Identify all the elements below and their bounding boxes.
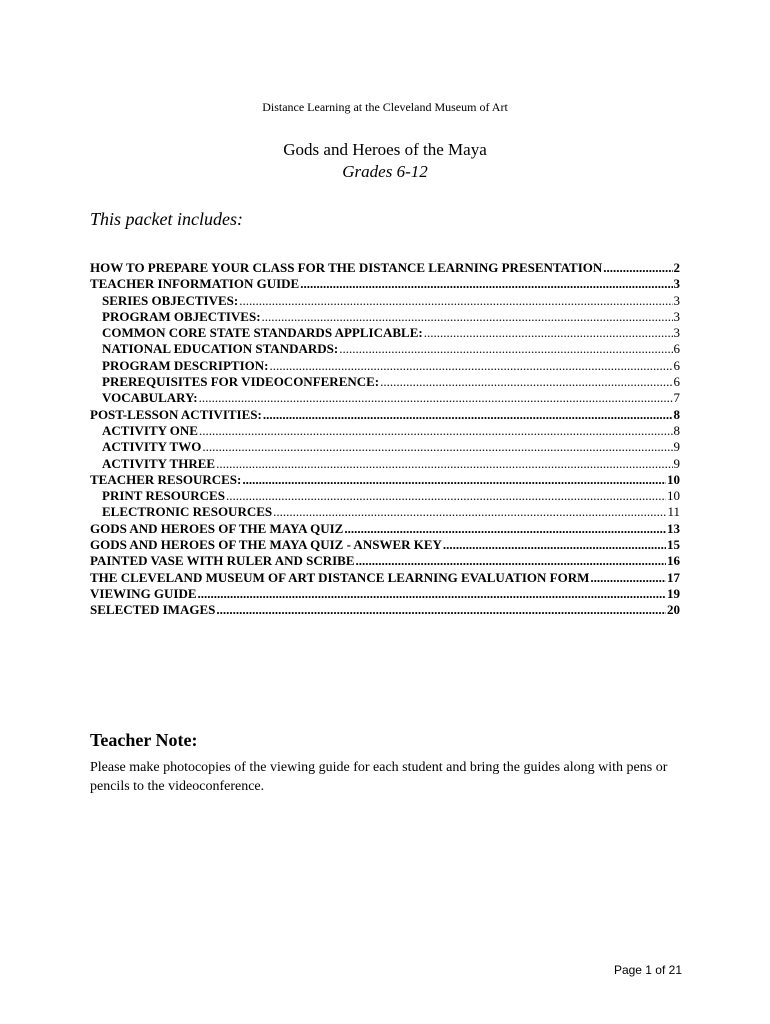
toc-entry[interactable] [90,439,680,455]
toc-entry[interactable] [90,309,680,325]
toc-leader-dots [300,276,672,292]
toc-entry-page: 17 [667,569,680,585]
toc-entry-page: 16 [667,553,680,569]
toc-entry-page: 11 [667,504,680,520]
toc-entry[interactable] [90,586,680,602]
toc-entry-page: 6 [673,341,680,357]
toc-leader-dots [216,602,666,618]
toc-leader-dots [239,293,672,309]
toc-entry-page: 8 [673,422,680,438]
toc-entry-label: SELECTED IMAGES [90,602,216,618]
toc-entry-label: ACTIVITY TWO [102,439,202,455]
running-header: Distance Learning at the Cleveland Museum of Art [262,100,508,114]
toc-leader-dots [603,260,672,276]
toc-entry[interactable] [90,488,680,504]
toc-entry[interactable] [90,276,680,292]
toc-entry[interactable] [90,260,680,276]
toc-entry-label: SERIES OBJECTIVES: [102,292,239,308]
toc-entry[interactable] [90,341,680,357]
toc-entry-label: PRINT RESOURCES [102,488,225,504]
toc-entry[interactable] [90,521,680,537]
toc-entry-page: 20 [667,602,680,618]
toc-entry[interactable] [90,456,680,472]
toc-entry-page: 9 [673,439,680,455]
toc-leader-dots [216,456,672,472]
toc-leader-dots [339,341,672,357]
toc-entry[interactable] [90,537,680,553]
toc-entry-label: NATIONAL EDUCATION STANDARDS: [102,341,339,357]
toc-entry-label: GODS AND HEROES OF THE MAYA QUIZ [90,520,344,536]
toc-entry-label: HOW TO PREPARE YOUR CLASS FOR THE DISTANCE LEARNING PRESENTATION [90,260,603,275]
toc-entry-label: COMMON CORE STATE STANDARDS APPLICABLE: [102,325,423,341]
toc-leader-dots [356,553,666,569]
toc-entry-page: 3 [673,325,680,341]
toc-entry-page: 13 [667,520,680,536]
toc-entry-page: 6 [673,357,680,373]
toc-entry[interactable] [90,423,680,439]
toc-entry-label: VIEWING GUIDE [90,585,197,601]
toc-entry-page: 9 [673,455,680,471]
toc-entry-label: PAINTED VASE WITH RULER AND SCRIBE [90,553,355,569]
toc-entry-label: ACTIVITY ONE [102,422,198,438]
toc-entry-label: ELECTRONIC RESOURCES [102,504,273,520]
toc-entry-page: 10 [667,488,680,504]
toc-entry-label: POST-LESSON ACTIVITIES: [90,406,262,422]
teacher-note-body: Please make photocopies of the viewing guide for each student and bring the guides along with pens or pencils to the videoconference. [90,760,668,794]
toc-entry-label: THE CLEVELAND MUSEUM OF ART DISTANCE LEARNING EVALUATION FORM [90,569,590,585]
toc-entry-label: GODS AND HEROES OF THE MAYA QUIZ - ANSWER KEY [90,537,442,553]
packet-includes-heading: This packet includes: [90,209,243,229]
page-number: Page 1 of 21 [613,963,682,977]
toc-leader-dots [273,504,666,520]
toc-entry-page: 3 [673,276,680,292]
toc-entry[interactable] [90,407,680,423]
toc-entry-page: 6 [673,374,680,390]
toc-entry-page: 15 [667,537,680,553]
toc-entry-label: PROGRAM OBJECTIVES: [102,308,261,324]
toc-entry[interactable] [90,358,680,374]
document-subtitle: Grades 6-12 [342,162,428,181]
document-title: Gods and Heroes of the Maya [283,140,487,159]
toc-entry-page: 7 [673,390,680,406]
toc-leader-dots [590,570,666,586]
toc-leader-dots [344,521,666,537]
toc-entry[interactable] [90,325,680,341]
toc-entry-page: 19 [667,585,680,601]
toc-entry-label: VOCABULARY: [102,390,198,406]
toc-entry[interactable] [90,374,680,390]
toc-entry-label: PROGRAM DESCRIPTION: [102,357,269,373]
toc-leader-dots [242,472,666,488]
table-of-contents [90,260,680,619]
toc-entry-page: 3 [673,308,680,324]
toc-entry[interactable] [90,504,680,520]
toc-entry[interactable] [90,390,680,406]
toc-leader-dots [198,586,666,602]
toc-entry-page: 3 [673,292,680,308]
toc-entry-label: TEACHER INFORMATION GUIDE [90,276,300,292]
toc-leader-dots [424,325,673,341]
toc-entry[interactable] [90,472,680,488]
toc-leader-dots [269,358,672,374]
toc-entry-page: 8 [673,406,680,422]
toc-entry[interactable] [90,602,680,618]
toc-entry-label: PREREQUISITES FOR VIDEOCONFERENCE: [102,374,380,390]
toc-leader-dots [263,407,673,423]
toc-entry[interactable] [90,570,680,586]
toc-entry[interactable] [90,553,680,569]
toc-entry-label: TEACHER RESOURCES: [90,471,242,487]
teacher-note-heading: Teacher Note: [90,730,198,750]
toc-entry[interactable] [90,293,680,309]
toc-leader-dots [380,374,672,390]
toc-leader-dots [199,390,673,406]
toc-leader-dots [202,439,672,455]
toc-leader-dots [226,488,666,504]
toc-entry-label: ACTIVITY THREE [102,455,216,471]
toc-leader-dots [199,423,673,439]
toc-leader-dots [262,309,673,325]
toc-entry-page: 2 [673,260,680,275]
toc-leader-dots [443,537,666,553]
toc-entry-page: 10 [667,471,680,487]
